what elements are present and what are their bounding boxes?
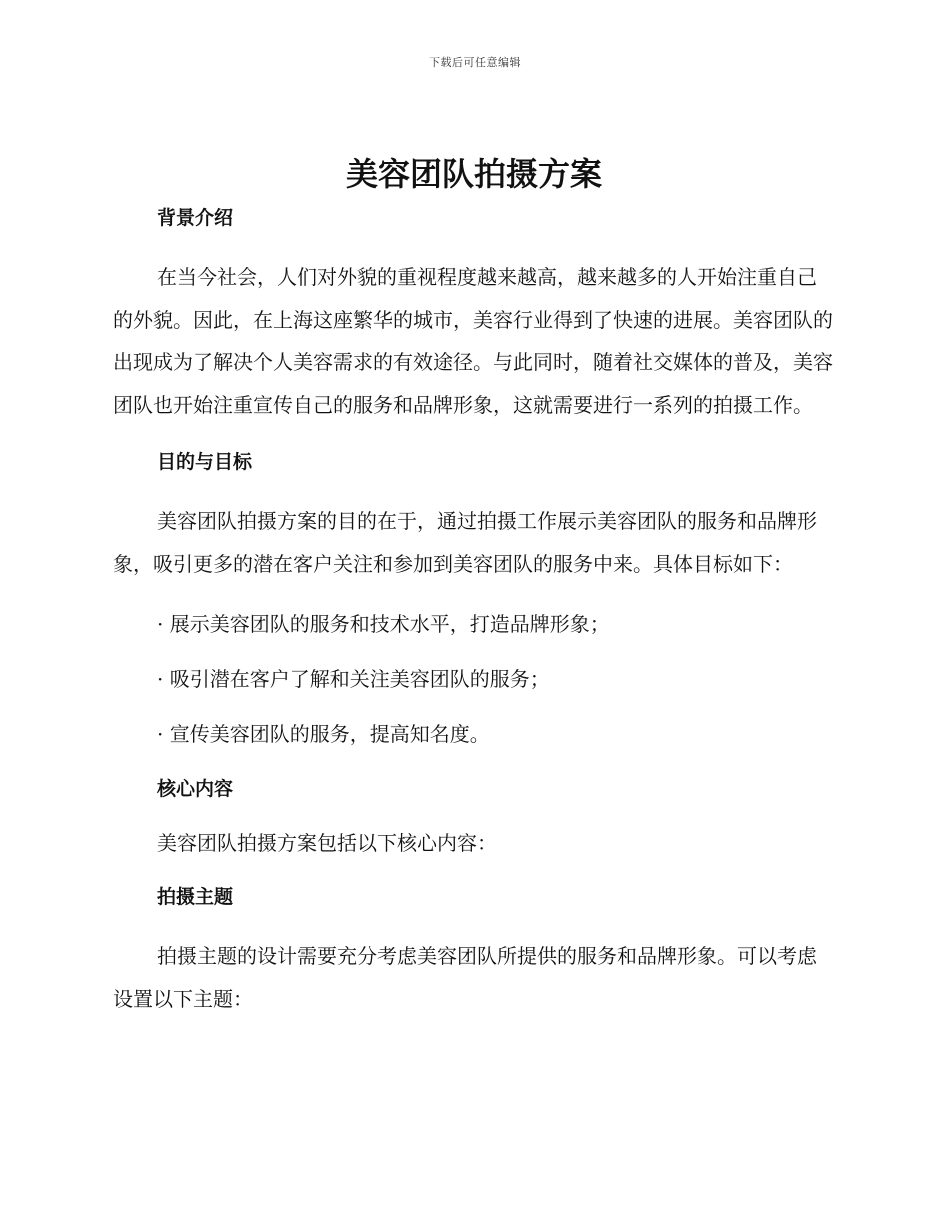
heading-core: 核心内容 bbox=[157, 778, 234, 800]
paragraph-goals: 美容团队拍摄方案的目的在于，通过拍摄工作展示美容团队的服务和品牌形象，吸引更多的潜在客户关注和参加到美容团队的服务中来。具体目标如下： bbox=[113, 509, 817, 576]
document-title: 美容团队拍摄方案 bbox=[345, 155, 602, 193]
heading-background: 背景介绍 bbox=[157, 207, 234, 229]
heading-goals: 目的与目标 bbox=[157, 451, 253, 473]
goal-bullet-3: · 宣传美容团队的服务，提高知名度。 bbox=[157, 722, 490, 746]
paragraph-core: 美容团队拍摄方案包括以下核心内容： bbox=[157, 831, 497, 855]
heading-theme: 拍摄主题 bbox=[157, 886, 234, 908]
page-header-note: 下载后可任意编辑 bbox=[429, 56, 521, 69]
document-body bbox=[113, 148, 835, 1020]
goal-bullet-1: · 展示美容团队的服务和技术水平，打造品牌形象； bbox=[157, 612, 610, 636]
goal-bullet-2: · 吸引潜在客户了解和关注美容团队的服务； bbox=[157, 667, 550, 691]
paragraph-background: 在当今社会，人们对外貌的重视程度越来越高，越来越多的人开始注重自己的外貌。因此，在上海这座繁华的城市，美容行业得到了快速的进展。美容团队的出现成为了解决个人美容需求的有效途径。与此同时，随着社交媒体的普及，美容团队也开始注重宣传自己的服务和品牌形象，这就需要进行一系列的拍摄工作。 bbox=[113, 265, 833, 417]
paragraph-theme: 拍摄主题的设计需要充分考虑美容团队所提供的服务和品牌形象。可以考虑设置以下主题： bbox=[113, 944, 817, 1011]
